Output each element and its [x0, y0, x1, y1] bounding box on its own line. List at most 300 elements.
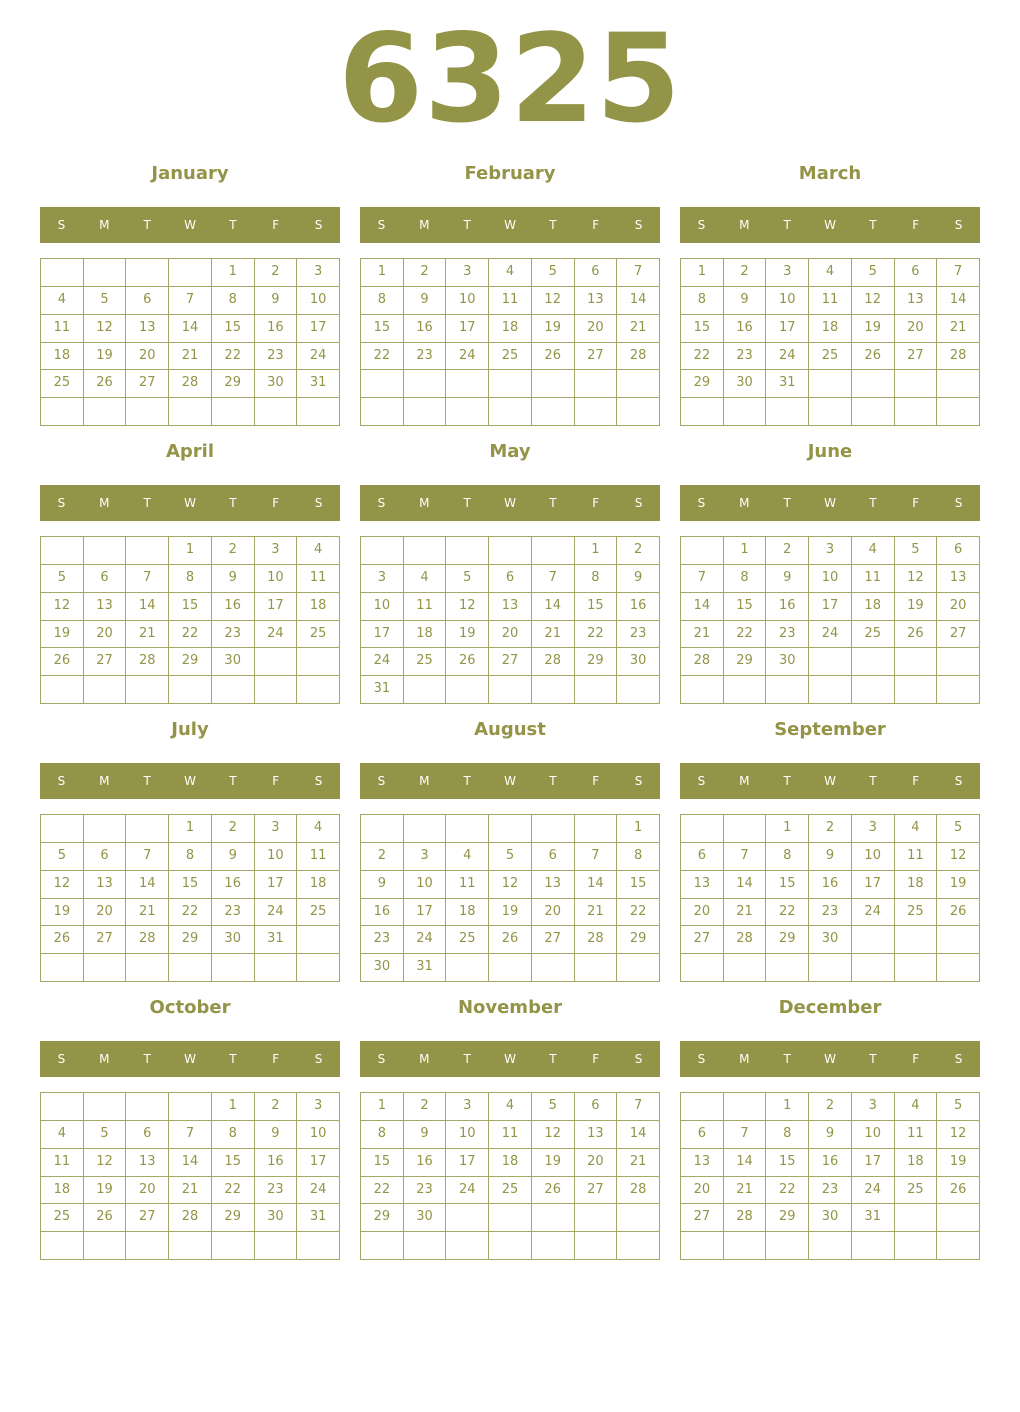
day-cell [126, 1232, 169, 1260]
day-cell [575, 1232, 618, 1260]
day-cell: 16 [255, 315, 298, 343]
day-cell: 27 [489, 648, 532, 676]
day-cell: 29 [169, 648, 212, 676]
day-cell [532, 370, 575, 398]
day-cell: 22 [766, 1177, 809, 1205]
day-cell: 6 [681, 843, 724, 871]
day-cell: 21 [169, 343, 212, 371]
day-cell: 23 [255, 343, 298, 371]
weekday-header [680, 763, 980, 799]
day-cell: 24 [297, 1177, 340, 1205]
day-cell [724, 676, 767, 704]
day-cell: 1 [681, 259, 724, 287]
day-cell: 18 [809, 315, 852, 343]
day-cell [126, 815, 169, 843]
day-cell: 31 [852, 1204, 895, 1232]
day-cell: 17 [852, 871, 895, 899]
day-cell: 17 [297, 1149, 340, 1177]
day-cell: 12 [489, 871, 532, 899]
day-cell: 8 [212, 1121, 255, 1149]
weekday-label: M [419, 774, 430, 788]
day-cell [617, 676, 660, 704]
day-cell: 2 [255, 259, 298, 287]
weekday-label: T [783, 218, 791, 232]
day-cell: 5 [84, 287, 127, 315]
day-cell: 6 [681, 1121, 724, 1149]
day-cell: 9 [404, 1121, 447, 1149]
weekday-label: T [463, 218, 471, 232]
day-cell: 22 [724, 621, 767, 649]
day-cell: 2 [809, 1093, 852, 1121]
month-may [360, 438, 660, 708]
day-cell [489, 370, 532, 398]
day-cell [169, 259, 212, 287]
day-cell: 31 [297, 370, 340, 398]
month-name: April [165, 441, 215, 462]
weekday-label: S [314, 1052, 323, 1066]
month-name: March [798, 163, 862, 184]
day-cell: 19 [84, 1177, 127, 1205]
day-cell [84, 1093, 127, 1121]
day-cell: 27 [681, 926, 724, 954]
weekday-label: S [954, 774, 963, 788]
day-cell [84, 1232, 127, 1260]
day-cell [297, 1232, 340, 1260]
day-cell [126, 954, 169, 982]
day-cell [532, 1204, 575, 1232]
day-cell [766, 676, 809, 704]
weekday-label: F [272, 1052, 280, 1066]
day-cell [852, 926, 895, 954]
weekday-label: T [783, 496, 791, 510]
day-cell: 22 [212, 343, 255, 371]
day-cell [809, 676, 852, 704]
day-cell: 27 [895, 343, 938, 371]
day-cell [404, 676, 447, 704]
weekday-label: T [229, 218, 237, 232]
day-cell: 6 [84, 843, 127, 871]
day-cell: 24 [255, 621, 298, 649]
day-cell: 10 [255, 565, 298, 593]
day-cell [895, 370, 938, 398]
day-cell: 2 [212, 537, 255, 565]
day-cell: 12 [41, 871, 84, 899]
day-cell: 10 [255, 843, 298, 871]
weekday-label: M [99, 774, 110, 788]
day-cell: 18 [895, 871, 938, 899]
day-cell: 3 [766, 259, 809, 287]
day-cell: 26 [41, 648, 84, 676]
day-cell: 28 [681, 648, 724, 676]
day-cell [297, 648, 340, 676]
day-cell: 12 [84, 1149, 127, 1177]
day-cell: 2 [766, 537, 809, 565]
weekday-header [40, 1041, 340, 1077]
month-name: August [474, 719, 546, 740]
day-cell [937, 398, 980, 426]
weekday-label: T [869, 774, 877, 788]
day-cell [446, 676, 489, 704]
weekday-label: W [184, 218, 196, 232]
day-cell: 31 [404, 954, 447, 982]
weekday-label: S [634, 218, 643, 232]
weekday-label: T [549, 774, 557, 788]
day-cell: 15 [169, 871, 212, 899]
day-grid [40, 1092, 340, 1260]
weekday-header [40, 207, 340, 243]
month-september [680, 716, 980, 986]
month-april [40, 438, 340, 708]
day-cell [297, 676, 340, 704]
day-cell: 1 [169, 537, 212, 565]
day-cell: 7 [937, 259, 980, 287]
day-cell: 8 [169, 565, 212, 593]
day-cell [766, 398, 809, 426]
day-cell: 17 [809, 593, 852, 621]
weekday-label: W [504, 496, 516, 510]
day-cell [404, 815, 447, 843]
day-cell [41, 537, 84, 565]
day-grid [360, 1092, 660, 1260]
day-cell [895, 926, 938, 954]
day-cell: 11 [41, 315, 84, 343]
day-cell [852, 1232, 895, 1260]
day-cell: 20 [937, 593, 980, 621]
day-cell: 23 [809, 899, 852, 927]
day-grid [40, 814, 340, 982]
day-cell: 26 [41, 926, 84, 954]
day-cell: 23 [809, 1177, 852, 1205]
day-cell [852, 676, 895, 704]
day-cell: 3 [809, 537, 852, 565]
day-cell [575, 815, 618, 843]
day-cell: 25 [895, 899, 938, 927]
day-cell: 23 [404, 1177, 447, 1205]
weekday-label: F [272, 496, 280, 510]
day-cell [575, 954, 618, 982]
day-cell: 16 [212, 871, 255, 899]
day-cell: 30 [617, 648, 660, 676]
day-cell: 19 [41, 899, 84, 927]
day-cell: 14 [126, 593, 169, 621]
day-cell: 15 [766, 1149, 809, 1177]
day-cell: 4 [895, 1093, 938, 1121]
day-cell: 6 [895, 259, 938, 287]
day-cell: 9 [212, 843, 255, 871]
day-cell: 3 [255, 815, 298, 843]
day-cell: 22 [361, 343, 404, 371]
day-cell: 18 [404, 621, 447, 649]
day-cell: 27 [126, 370, 169, 398]
day-cell: 13 [895, 287, 938, 315]
day-cell: 26 [532, 343, 575, 371]
day-cell: 14 [617, 1121, 660, 1149]
day-cell: 2 [404, 259, 447, 287]
day-cell [489, 398, 532, 426]
weekday-header [360, 1041, 660, 1077]
day-cell: 18 [489, 1149, 532, 1177]
day-cell: 21 [617, 1149, 660, 1177]
day-grid [360, 536, 660, 704]
day-cell: 9 [212, 565, 255, 593]
day-cell [809, 1232, 852, 1260]
day-cell: 14 [532, 593, 575, 621]
day-cell [169, 1093, 212, 1121]
day-cell: 12 [532, 1121, 575, 1149]
day-cell: 24 [852, 1177, 895, 1205]
day-cell: 18 [446, 899, 489, 927]
day-cell: 4 [489, 1093, 532, 1121]
day-cell: 31 [255, 926, 298, 954]
day-cell [895, 676, 938, 704]
day-cell: 29 [766, 1204, 809, 1232]
weekday-label: T [463, 774, 471, 788]
day-cell: 17 [255, 593, 298, 621]
day-cell [212, 398, 255, 426]
day-cell: 22 [766, 899, 809, 927]
day-cell: 18 [41, 1177, 84, 1205]
day-cell [361, 815, 404, 843]
day-cell: 13 [575, 1121, 618, 1149]
day-cell: 4 [297, 537, 340, 565]
day-cell: 1 [212, 259, 255, 287]
weekday-label: W [504, 774, 516, 788]
day-cell: 26 [895, 621, 938, 649]
day-cell: 22 [361, 1177, 404, 1205]
day-cell [852, 398, 895, 426]
weekday-label: M [419, 496, 430, 510]
day-cell [489, 1232, 532, 1260]
day-grid [680, 1092, 980, 1260]
day-cell: 5 [937, 1093, 980, 1121]
day-cell: 1 [361, 1093, 404, 1121]
day-cell [895, 1204, 938, 1232]
day-cell [41, 1093, 84, 1121]
day-cell [446, 398, 489, 426]
day-cell: 28 [937, 343, 980, 371]
month-january [40, 160, 340, 430]
weekday-label: S [314, 496, 323, 510]
day-cell: 15 [361, 1149, 404, 1177]
day-cell: 1 [575, 537, 618, 565]
weekday-label: W [824, 218, 836, 232]
day-cell: 11 [895, 1121, 938, 1149]
day-cell: 1 [766, 1093, 809, 1121]
day-cell: 1 [361, 259, 404, 287]
day-cell: 29 [766, 926, 809, 954]
day-cell: 13 [532, 871, 575, 899]
weekday-label: M [99, 496, 110, 510]
weekday-label: S [57, 774, 66, 788]
day-cell: 3 [255, 537, 298, 565]
day-cell: 11 [41, 1149, 84, 1177]
day-cell [212, 954, 255, 982]
day-cell: 9 [361, 871, 404, 899]
day-cell: 29 [724, 648, 767, 676]
day-cell [84, 259, 127, 287]
day-cell [297, 926, 340, 954]
day-cell [41, 954, 84, 982]
day-cell: 25 [489, 1177, 532, 1205]
day-cell: 16 [724, 315, 767, 343]
day-cell: 21 [937, 315, 980, 343]
day-cell [489, 954, 532, 982]
day-cell: 26 [852, 343, 895, 371]
day-cell: 1 [617, 815, 660, 843]
day-cell: 24 [255, 899, 298, 927]
weekday-label: T [143, 218, 151, 232]
day-cell: 6 [575, 259, 618, 287]
weekday-label: S [377, 218, 386, 232]
day-cell: 20 [681, 899, 724, 927]
day-cell: 2 [724, 259, 767, 287]
day-cell: 29 [575, 648, 618, 676]
weekday-label: F [592, 218, 600, 232]
weekday-label: S [57, 496, 66, 510]
day-cell: 27 [575, 343, 618, 371]
day-cell: 25 [895, 1177, 938, 1205]
day-cell: 14 [681, 593, 724, 621]
day-cell: 24 [297, 343, 340, 371]
weekday-label: T [229, 774, 237, 788]
day-cell [446, 954, 489, 982]
day-cell: 3 [446, 259, 489, 287]
day-cell: 15 [212, 1149, 255, 1177]
day-cell: 8 [617, 843, 660, 871]
weekday-label: T [549, 496, 557, 510]
weekday-label: S [697, 218, 706, 232]
day-cell: 4 [404, 565, 447, 593]
day-cell [937, 370, 980, 398]
day-cell [361, 537, 404, 565]
day-cell [575, 370, 618, 398]
day-cell [446, 815, 489, 843]
day-cell [212, 676, 255, 704]
weekday-label: S [954, 1052, 963, 1066]
day-cell: 28 [532, 648, 575, 676]
day-cell [937, 676, 980, 704]
day-cell [937, 954, 980, 982]
weekday-label: T [463, 496, 471, 510]
day-cell: 15 [681, 315, 724, 343]
day-cell: 9 [617, 565, 660, 593]
day-cell: 24 [766, 343, 809, 371]
weekday-label: S [377, 774, 386, 788]
day-cell: 5 [532, 1093, 575, 1121]
day-cell: 17 [361, 621, 404, 649]
day-cell: 3 [852, 815, 895, 843]
month-august [360, 716, 660, 986]
weekday-label: W [184, 496, 196, 510]
weekday-label: T [869, 1052, 877, 1066]
day-cell: 11 [404, 593, 447, 621]
day-cell [169, 1232, 212, 1260]
day-cell [169, 398, 212, 426]
weekday-label: F [272, 774, 280, 788]
weekday-label: S [697, 496, 706, 510]
day-cell: 18 [895, 1149, 938, 1177]
day-cell [724, 398, 767, 426]
day-cell [41, 815, 84, 843]
day-cell [84, 954, 127, 982]
day-cell: 30 [212, 648, 255, 676]
day-cell: 4 [809, 259, 852, 287]
day-cell: 13 [681, 871, 724, 899]
month-july [40, 716, 340, 986]
day-cell: 9 [255, 1121, 298, 1149]
day-cell: 11 [297, 843, 340, 871]
day-cell: 20 [532, 899, 575, 927]
day-cell: 28 [126, 648, 169, 676]
day-cell [126, 259, 169, 287]
day-cell: 24 [446, 1177, 489, 1205]
day-cell: 12 [532, 287, 575, 315]
day-cell: 12 [937, 843, 980, 871]
day-cell: 2 [809, 815, 852, 843]
day-cell [852, 648, 895, 676]
weekday-label: S [954, 496, 963, 510]
day-cell: 11 [489, 1121, 532, 1149]
day-cell: 20 [895, 315, 938, 343]
weekday-label: M [739, 496, 750, 510]
day-cell: 5 [84, 1121, 127, 1149]
day-cell: 24 [809, 621, 852, 649]
day-cell: 11 [809, 287, 852, 315]
day-cell: 3 [361, 565, 404, 593]
day-cell [617, 1232, 660, 1260]
weekday-label: W [824, 1052, 836, 1066]
day-cell: 10 [361, 593, 404, 621]
day-grid [680, 814, 980, 982]
weekday-label: F [912, 1052, 920, 1066]
day-cell [809, 648, 852, 676]
day-cell [724, 954, 767, 982]
day-cell: 19 [446, 621, 489, 649]
day-cell: 23 [212, 899, 255, 927]
day-cell: 7 [617, 1093, 660, 1121]
month-name: October [149, 997, 231, 1018]
day-cell: 29 [212, 370, 255, 398]
weekday-header [360, 207, 660, 243]
day-cell: 5 [852, 259, 895, 287]
day-cell [575, 676, 618, 704]
day-cell: 27 [575, 1177, 618, 1205]
day-cell [532, 815, 575, 843]
weekday-label: M [739, 1052, 750, 1066]
weekday-label: M [739, 774, 750, 788]
weekday-label: T [229, 1052, 237, 1066]
day-cell: 14 [169, 1149, 212, 1177]
day-cell: 10 [809, 565, 852, 593]
day-cell: 14 [937, 287, 980, 315]
day-cell: 4 [297, 815, 340, 843]
day-cell: 6 [489, 565, 532, 593]
day-cell: 24 [404, 926, 447, 954]
weekday-label: S [57, 1052, 66, 1066]
day-cell: 15 [575, 593, 618, 621]
weekday-label: T [869, 496, 877, 510]
day-cell: 13 [575, 287, 618, 315]
day-cell: 5 [532, 259, 575, 287]
day-cell: 8 [212, 287, 255, 315]
day-cell: 27 [84, 648, 127, 676]
day-cell: 26 [84, 370, 127, 398]
day-cell: 4 [489, 259, 532, 287]
day-cell: 26 [489, 926, 532, 954]
weekday-label: S [697, 1052, 706, 1066]
day-cell [809, 370, 852, 398]
day-cell: 8 [681, 287, 724, 315]
